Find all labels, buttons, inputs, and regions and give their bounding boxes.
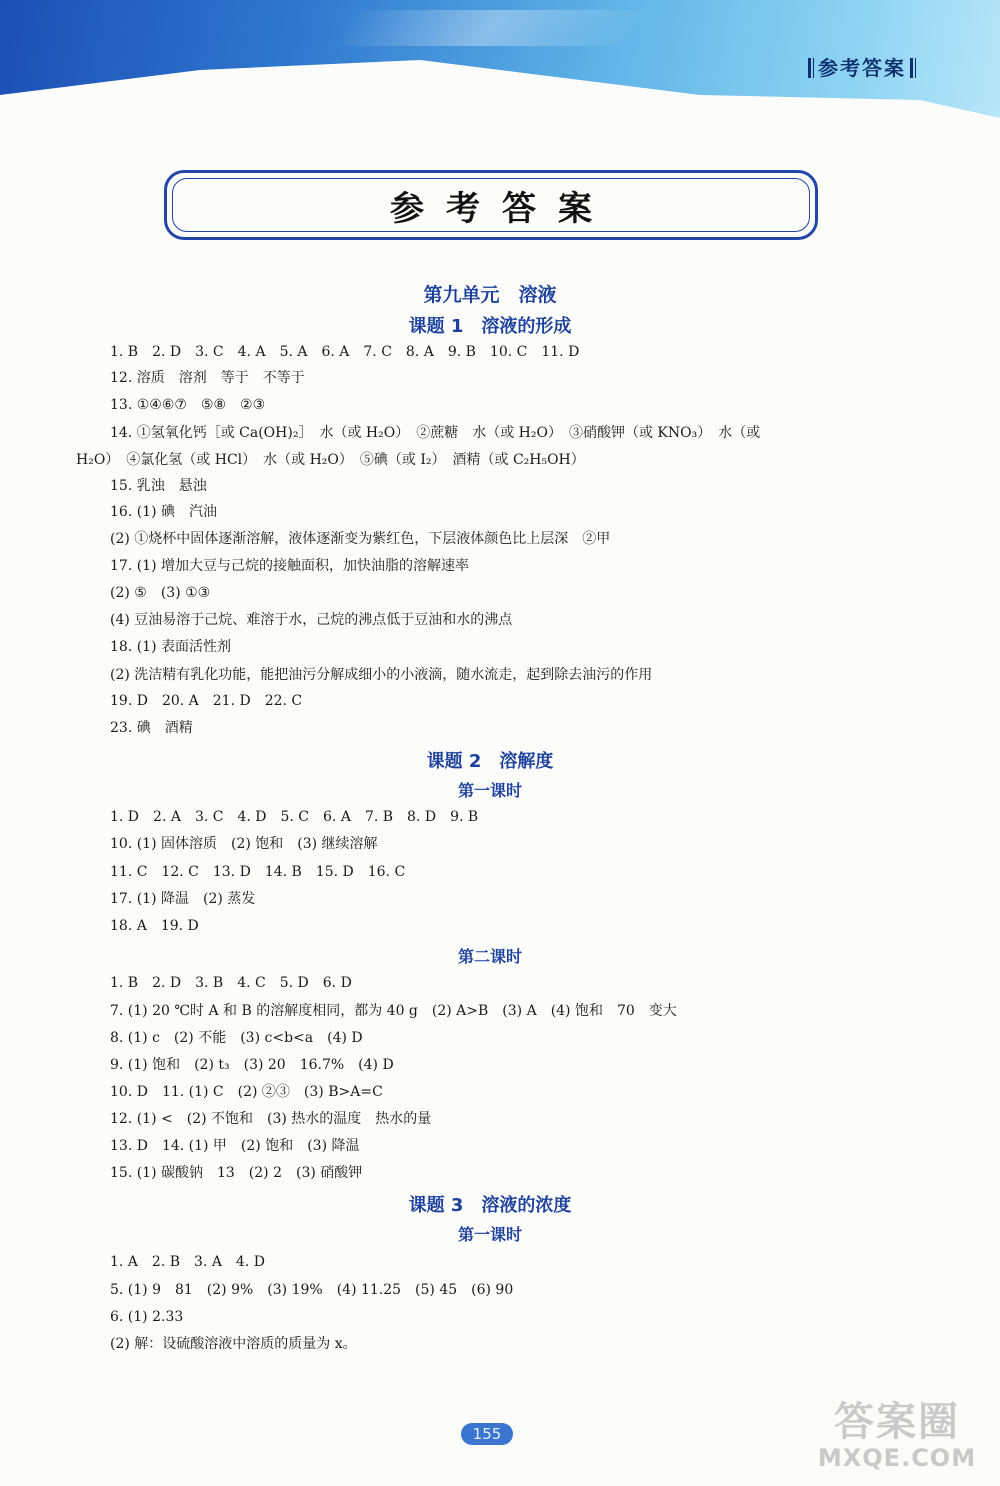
watermark-top: 答案圈 (834, 1399, 960, 1445)
answer-line: (2) 解：设硫酸溶液中溶质的质量为 x。 (110, 1336, 357, 1352)
answer-line: 14. ①氢氧化钙［或 Ca(OH)₂］ 水（或 H₂O） ②蔗糖 水（或 H₂O） ③硝酸钾（或 KNO₃） 水（或 (110, 425, 761, 441)
page-number: 155 (461, 1423, 513, 1445)
answer-line: 1. B 2. D 3. B 4. C 5. D 6. D (110, 975, 352, 991)
watermark (802, 1400, 992, 1480)
answer-line: 13. ①④⑥⑦ ⑤⑧ ②③ (110, 397, 266, 413)
answer-line: 12. 溶质 溶剂 等于 不等于 (110, 370, 305, 386)
topic1-title: 课题 1 溶液的形成 (408, 316, 572, 337)
answer-line: 15. 乳浊 悬浊 (110, 478, 207, 494)
answer-line: 13. D 14. (1) 甲 (2) 饱和 (3) 降温 (110, 1138, 360, 1154)
answer-line: 5. (1) 9 81 (2) 9% (3) 19% (4) 11.25 (5) 45 (6) 90 (110, 1282, 514, 1298)
answer-line: (2) ⑤ (3) ①③ (110, 585, 211, 601)
answer-line: 9. (1) 饱和 (2) t₃ (3) 20 16.7% (4) D (110, 1057, 394, 1073)
answer-line: 18. (1) 表面活性剂 (110, 639, 231, 655)
answer-line: 23. 碘 酒精 (110, 720, 193, 736)
answer-line: 11. C 12. C 13. D 14. B 15. D 16. C (110, 864, 406, 880)
title-box (164, 170, 818, 240)
answer-line: 6. (1) 2.33 (110, 1309, 184, 1325)
answer-line: 16. (1) 碘 汽油 (110, 504, 217, 520)
answer-line: H₂O） ④氯化氢（或 HCl） 水（或 H₂O） ⑤碘（或 I₂） 酒精（或 C₂H₅OH） (76, 452, 585, 468)
answer-line: (2) 洗洁精有乳化功能，能把油污分解成细小的小液滴，随水流走，起到除去油污的作用 (110, 667, 653, 683)
watermark-bottom: MXQE.COM (817, 1444, 977, 1472)
answer-line: 18. A 19. D (110, 918, 199, 934)
answer-line: 17. (1) 增加大豆与己烷的接触面积，加快油脂的溶解速率 (110, 558, 469, 574)
unit-title: 第九单元 溶液 (423, 284, 557, 306)
banner-streak (330, 10, 651, 46)
page-title: 参考答案 (390, 188, 614, 229)
answer-line: 12. (1) < (2) 不饱和 (3) 热水的温度 热水的量 (110, 1111, 432, 1127)
answer-line: 10. D 11. (1) C (2) ②③ (3) B>A=C (110, 1084, 383, 1100)
answer-line: (2) ①烧杯中固体逐渐溶解，液体逐渐变为紫红色，下层液体颜色比上层深 ②甲 (110, 531, 611, 547)
answer-line: 15. (1) 碳酸钠 13 (2) 2 (3) 硝酸钾 (110, 1165, 363, 1181)
topic2-lesson1-title: 第一课时 (457, 781, 522, 800)
answer-line: 1. D 2. A 3. C 4. D 5. C 6. A 7. B 8. D 9. B (110, 809, 479, 825)
topic2-title: 课题 2 溶解度 (426, 751, 554, 772)
answer-line: 1. B 2. D 3. C 4. A 5. A 6. A 7. C 8. A 9. B 10. C 11. D (110, 344, 580, 360)
answer-line: 8. (1) c (2) 不能 (3) c<b<a (4) D (110, 1030, 363, 1046)
answer-line: 7. (1) 20 ℃时 A 和 B 的溶解度相同，都为 40 g (2) A>B (3) A (4) 饱和 70 变大 (110, 1003, 677, 1019)
topic3-title: 课题 3 溶液的浓度 (408, 1195, 572, 1216)
header-label: 参考答案 (804, 52, 920, 81)
answer-line: 19. D 20. A 21. D 22. C (110, 693, 303, 709)
answer-line: 1. A 2. B 3. A 4. D (110, 1254, 265, 1270)
answer-line: 10. (1) 固体溶质 (2) 饱和 (3) 继续溶解 (110, 836, 378, 852)
topic3-lesson1-title: 第一课时 (457, 1225, 522, 1244)
answer-line: (4) 豆油易溶于己烷、难溶于水，己烷的沸点低于豆油和水的沸点 (110, 612, 513, 628)
answer-line: 17. (1) 降温 (2) 蒸发 (110, 891, 256, 907)
topic2-lesson2-title: 第二课时 (457, 947, 522, 966)
